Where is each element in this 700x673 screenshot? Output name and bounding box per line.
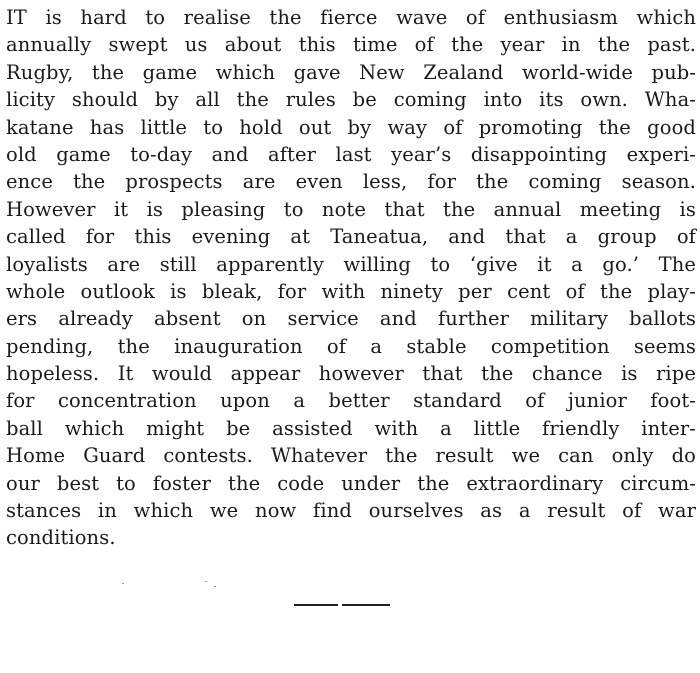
- article-line: ence the prospects are even less, for the coming season.: [6, 170, 696, 194]
- article-body: [6, 4, 696, 552]
- article-line: loyalists are still apparently willing to ‘give it a go.’ The: [6, 252, 696, 276]
- article-line: stances in which we now find ourselves as a result of war: [6, 499, 696, 523]
- article-line: IT is hard to realise the fierce wave of enthusiasm which: [6, 6, 696, 29]
- print-speck: [214, 586, 216, 587]
- article-line: ball which might be assisted with a little friendly inter-: [6, 416, 696, 440]
- end-rule-right: [342, 604, 390, 606]
- article-line: Home Guard contests. Whatever the result we can only do: [6, 444, 696, 468]
- print-speck: [205, 581, 207, 582]
- article-line: annually swept us about this time of the year in the past.: [6, 33, 696, 57]
- article-line: whole outlook is bleak, for with ninety per cent of the play-: [6, 279, 696, 303]
- print-speck: [122, 583, 124, 584]
- article-line: licity should by all the rules be coming into its own. Wha-: [6, 88, 696, 112]
- article-line: called for this evening at Taneatua, and that a group of: [6, 225, 696, 249]
- article-line: our best to foster the code under the extraordinary circum-: [6, 471, 696, 495]
- article-line: However it is pleasing to note that the annual meeting is: [6, 197, 696, 221]
- article-line: pending, the inauguration of a stable competition seems: [6, 334, 696, 358]
- article-line: for concentration upon a better standard of junior foot-: [6, 389, 696, 413]
- end-rule-left: [294, 604, 338, 606]
- article-line: hopeless. It would appear however that the chance is ripe: [6, 362, 696, 386]
- article-line: Rugby, the game which gave New Zealand world-wide pub-: [6, 60, 696, 84]
- article-line-last: conditions.: [6, 526, 116, 550]
- article-line: old game to-day and after last year’s disappointing experi-: [6, 142, 696, 166]
- article-line: katane has little to hold out by way of promoting the good: [6, 115, 696, 139]
- article-line: ers already absent on service and further military ballots: [6, 307, 696, 331]
